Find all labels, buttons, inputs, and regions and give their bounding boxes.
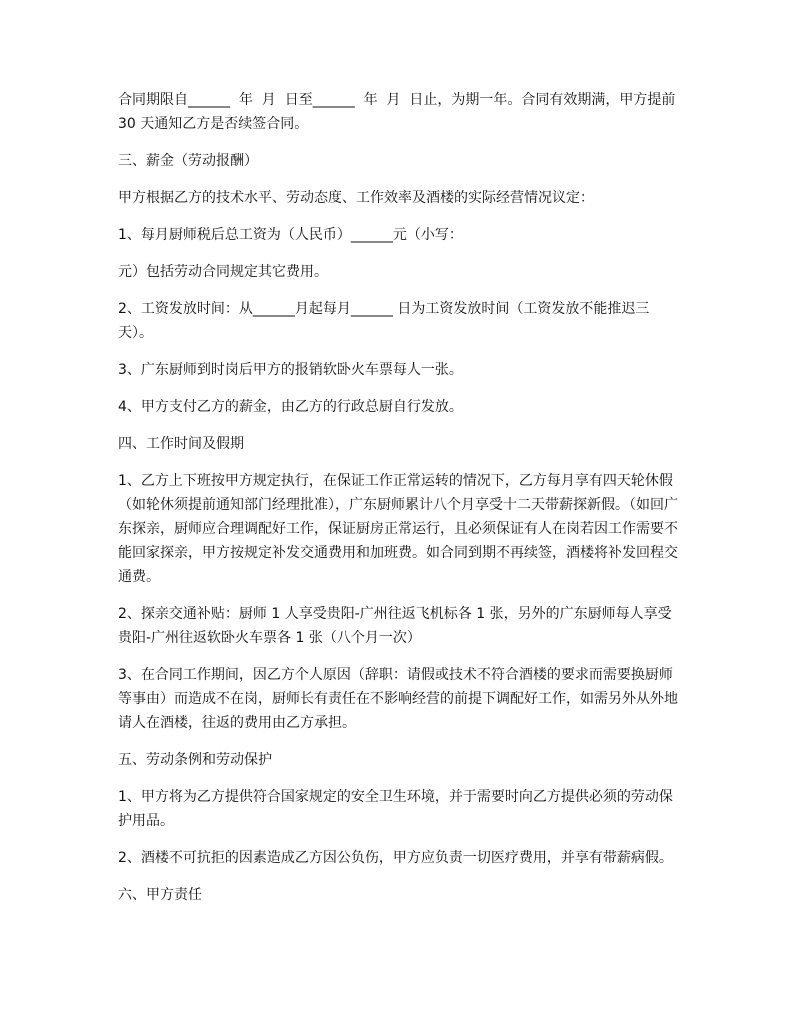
salary-intro-paragraph: 甲方根据乙方的技术水平、劳动态度、工作效率及酒楼的实际经营情况议定： [118,190,594,206]
salary-item-4: 4、甲方支付乙方的薪金，由乙方的行政总厨自行发放。 [118,399,463,415]
worktime-item-3: 3、在合同工作期间，因乙方个人原因（辞职：请假或技术不符合酒楼的要求而需要换厨师等事由）而造成不在岗，厨师长有责任在不影响经营的前提下调配好工作，如需另外从外地请人在酒楼，往返的费用由乙方承担。 [118,667,678,731]
salary-item-3: 3、广东厨师到时岗后甲方的报销软卧火车票每人一张。 [118,362,463,378]
worktime-item-2: 2、探亲交通补贴：厨师 1 人享受贵阳-广州往返飞机标各 1 张，另外的广东厨师每人享受贵阳-广州往返软卧火车票各 1 张（八个月一次） [118,606,672,646]
section-heading-party-a-duty: 六、甲方责任 [118,887,202,903]
labor-protection-item-2: 2、酒楼不可抗拒的因素造成乙方因公负伤，甲方应负责一切医疗费用，并享有带薪病假。 [118,850,673,866]
worktime-item-1: 1、乙方上下班按甲方规定执行，在保证工作正常运转的情况下，乙方每月享有四天轮休假（如轮休须提前通知部门经理批准），广东厨师累计八个月享受十二天带薪探新假。（如回广东探亲，厨师应合理调配好工作，保证厨房正常运行，且必须保证有人在岗若因工作需要不能回家探亲，甲方按规定补发交通费用和加班费。如合同到期不再续签，酒楼将补发回程交通费。 [118,473,678,585]
document-body [118,88,684,920]
salary-item-1-continued: 元）包括劳动合同规定其它费用。 [118,264,328,280]
section-heading-worktime: 四、工作时间及假期 [118,436,244,452]
section-heading-salary: 三、薪金（劳动报酬） [118,153,258,169]
labor-protection-item-1: 1、甲方将为乙方提供符合国家规定的安全卫生环境，并于需要时向乙方提供必须的劳动保护用品。 [118,789,673,829]
section-heading-labor-protection: 五、劳动条例和劳动保护 [118,752,272,768]
salary-item-1: 1、每月厨师税后总工资为（人民币）______元（小写： [118,227,463,243]
contract-term-paragraph: 合同期限自______ 年 月 日至______ 年 月 日止，为期一年。合同有效期满，甲方提前 30 天通知乙方是否续签合同。 [118,92,680,132]
salary-item-2: 2、工资发放时间：从______月起每月______ 日为工资发放时间（工资发放不能推迟三天）。 [118,301,650,341]
